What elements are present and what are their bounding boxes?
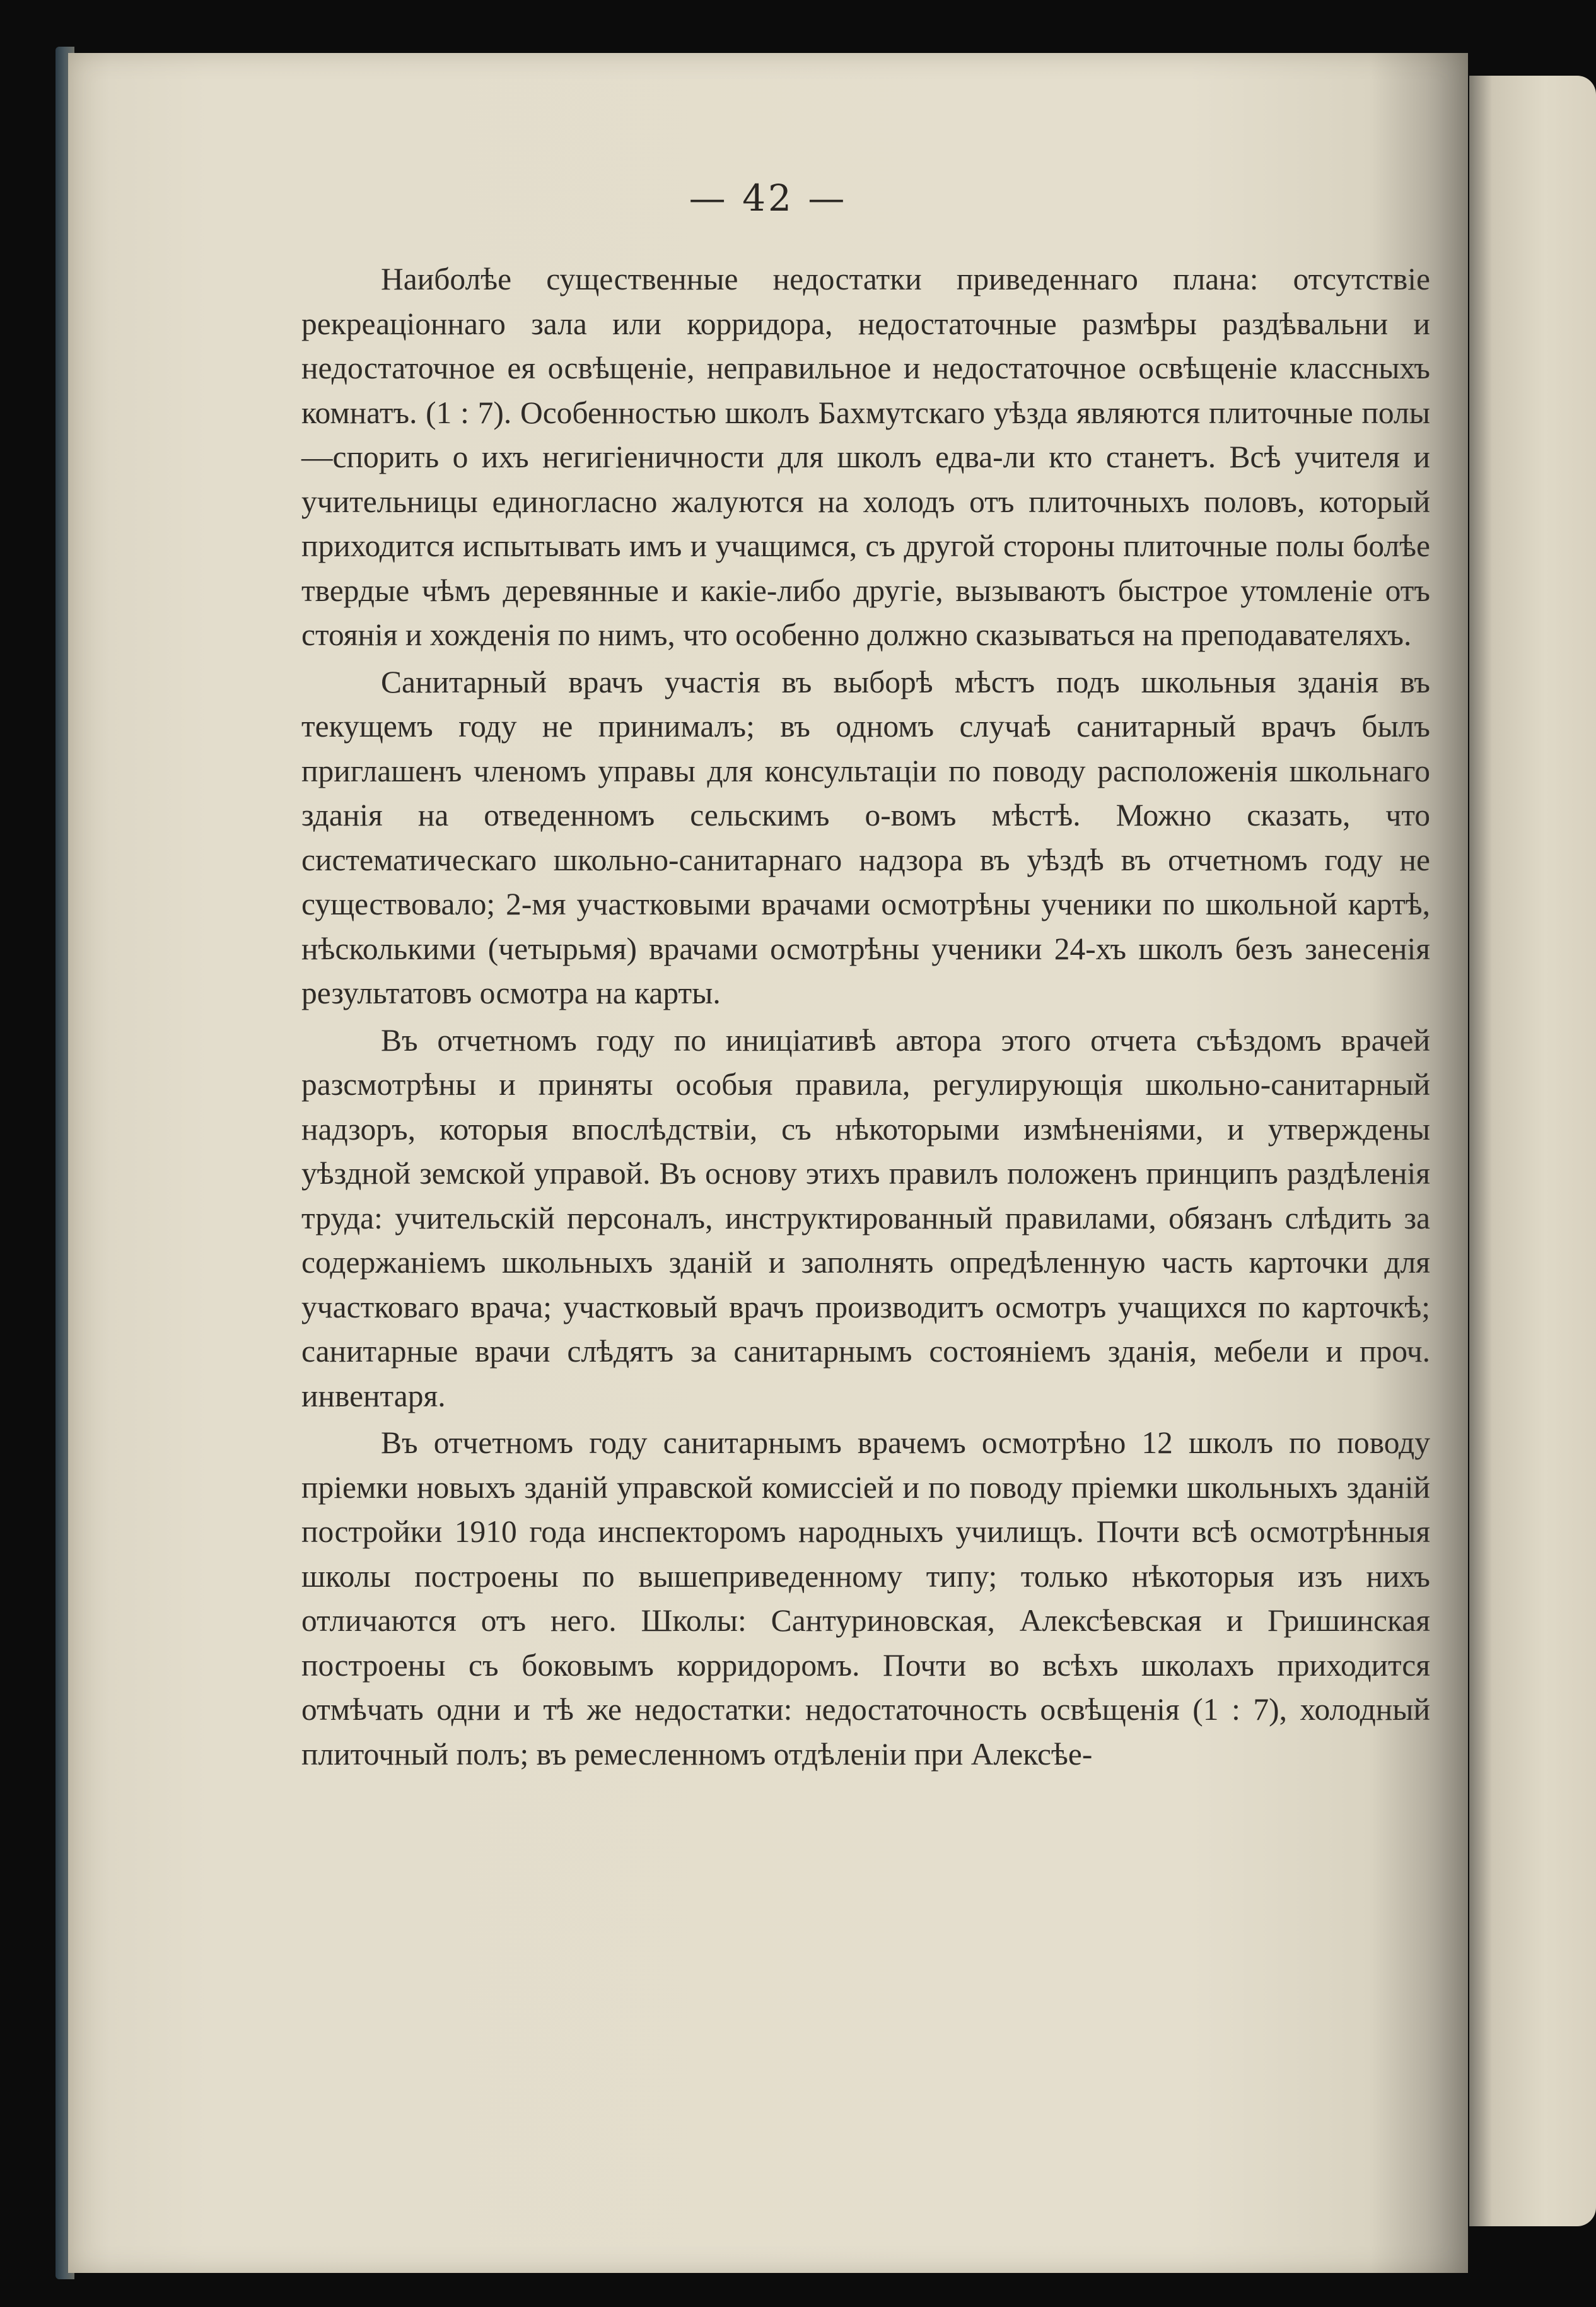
adjacent-page-edge: [1469, 76, 1596, 2226]
page-number: — 42 —: [689, 177, 848, 219]
paragraph-4: Въ отчетномъ году санитарнымъ врачемъ осмотрѣно 12 школъ по поводу пріемки новыхъ зданій управской комиссіей и по поводу пріемки школьныхъ зданій постройки 1910 года инспекторомъ народныхъ училищъ. Почти всѣ осмотрѣнныя школы построены по вышеприведенному типу; только нѣкоторыя изъ нихъ отличаются отъ него. Школы: Сантуриновская, Алексѣевская и Гришинская построены съ боковымъ корридоромъ. Почти во всѣхъ школахъ приходится отмѣчать одни и тѣ же недостатки: недостаточность освѣщенія (1 : 7), холодный плиточный полъ; въ ремесленномъ отдѣленіи при Алексѣе-: [301, 1425, 1430, 1772]
paragraph-1: Наиболѣе существенные недостатки приведеннаго плана: отсутствіе рекреаціоннаго зала или корридора, недостаточные размѣры раздѣвальни и недостаточное ея освѣщеніе, неправильное и недостаточное освѣщеніе классныхъ комнатъ. (1 : 7). Особенностью школъ Бахмутскаго уѣзда являются плиточные полы—спорить о ихъ негигіеничности для школъ едва-ли кто станетъ. Всѣ учителя и учительницы единогласно жалуются на холодъ отъ плиточныхъ половъ, который приходится испытывать имъ и учащимся, съ другой стороны плиточные полы болѣе твердые чѣмъ деревянные и какіе-либо другіе, вызываютъ быстрое утомленіе отъ стоянія и хожденія по нимъ, что особенно должно сказываться на преподавателяхъ.: [301, 262, 1430, 652]
paragraph-2: Санитарный врачъ участія въ выборѣ мѣстъ подъ школьныя зданія въ текущемъ году не принималъ; въ одномъ случаѣ санитарный врачъ былъ приглашенъ членомъ управы для консультаціи по поводу расположенія школьнаго зданія на отведенномъ сельскимъ о-вомъ мѣстѣ. Можно сказать, что систематическаго школьно-санитарнаго надзора въ уѣздѣ въ отчетномъ году не существовало; 2-мя участковыми врачами осмотрѣны ученики по школьной картѣ, нѣсколькими (четырьмя) врачами осмотрѣны ученики 24-хъ школъ безъ занесенія результатовъ осмотра на карты.: [301, 664, 1430, 1010]
paragraph-3: Въ отчетномъ году по иниціативѣ автора этого отчета съѣздомъ врачей разсмотрѣны и приняты особыя правила, регулирующія школьно-санитарный надзоръ, которыя впослѣдствіи, съ нѣкоторыми измѣненіями, и утверждены уѣздной земской управой. Въ основу этихъ правилъ положенъ принципъ раздѣленія труда: учительскій персоналъ, инструктированный правилами, обязанъ слѣдить за содержаніемъ школьныхъ зданій и заполнять опредѣленную часть карточки для участковаго врача; участковый врачъ производитъ осмотръ учащихся по карточкѣ; санитарные врачи слѣдятъ за санитарнымъ состояніемъ зданія, мебели и проч. инвентаря.: [301, 1022, 1430, 1413]
page-body-text: [301, 257, 1430, 1777]
